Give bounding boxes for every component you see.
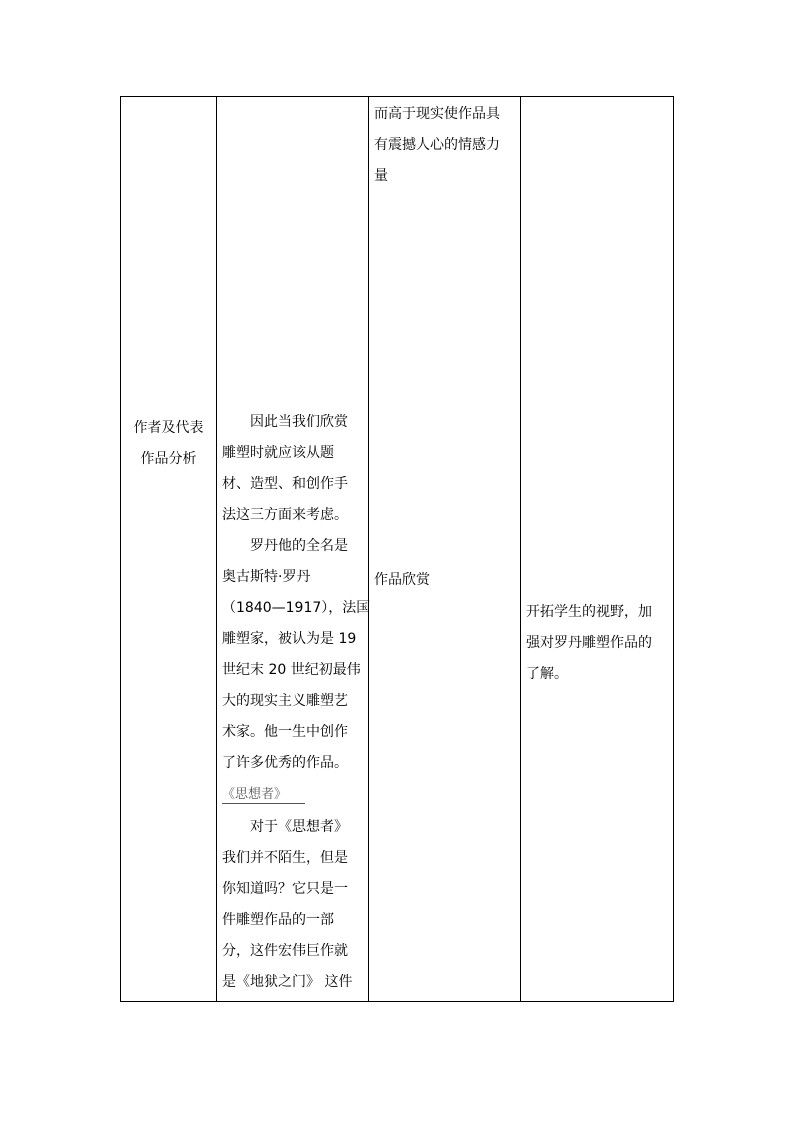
design-intent-cell bbox=[521, 97, 674, 1002]
activity-line: 而高于现实使作品具 bbox=[374, 106, 500, 122]
content-line: 罗丹他的全名是 bbox=[250, 538, 348, 554]
content-line: 件雕塑作品的一部 bbox=[222, 912, 334, 928]
activity-line: 有震撼人心的情感力 bbox=[374, 137, 500, 153]
section-title bbox=[121, 413, 216, 475]
content-line: 世纪末 20 世纪初最伟 bbox=[222, 662, 361, 678]
content-line: 雕塑家，被认为是 19 bbox=[222, 631, 357, 647]
content-line: 术家。他一生中创作 bbox=[222, 724, 348, 740]
content-line: 因此当我们欣赏 bbox=[250, 414, 348, 430]
teaching-content bbox=[222, 407, 370, 998]
teaching-content-cell bbox=[217, 97, 369, 1002]
student-activity-continued bbox=[374, 99, 500, 192]
content-line: 奥古斯特·罗丹 bbox=[222, 569, 311, 585]
student-activity-cell bbox=[369, 97, 521, 1002]
content-line: 对于《思想者》 bbox=[250, 819, 348, 835]
table-row bbox=[121, 97, 674, 1002]
intent-line: 开拓学生的视野，加 bbox=[526, 604, 652, 620]
content-line: 材、造型、和创作手 bbox=[222, 476, 348, 492]
design-intent bbox=[526, 597, 652, 690]
content-line: 我们并不陌生，但是 bbox=[222, 850, 348, 866]
content-line: 分，这件宏伟巨作就 bbox=[222, 943, 348, 959]
section-title-cell bbox=[121, 97, 217, 1002]
content-line: 大的现实主义雕塑艺 bbox=[222, 693, 348, 709]
content-line: 雕塑时就应该从题 bbox=[222, 445, 334, 461]
content-line: 了许多优秀的作品。 bbox=[222, 755, 348, 771]
intent-line: 强对罗丹雕塑作品的 bbox=[526, 635, 652, 651]
activity-line: 量 bbox=[374, 168, 388, 184]
artwork-link-thinker[interactable]: 《思想者》 bbox=[222, 787, 305, 804]
intent-line: 了解。 bbox=[526, 666, 568, 682]
artwork-appreciation-label: 作品欣赏 bbox=[374, 572, 430, 588]
content-line: 法这三方面来考虑。 bbox=[222, 507, 348, 523]
lesson-plan-table bbox=[120, 96, 674, 1002]
content-line: （1840—1917），法国 bbox=[222, 600, 371, 616]
content-line: 你知道吗？它只是一 bbox=[222, 881, 348, 897]
content-line: 是《地狱之门》 这件 bbox=[222, 974, 353, 990]
section-title-line: 作品分析 bbox=[140, 451, 197, 467]
section-title-line: 作者及代表 bbox=[133, 420, 204, 436]
